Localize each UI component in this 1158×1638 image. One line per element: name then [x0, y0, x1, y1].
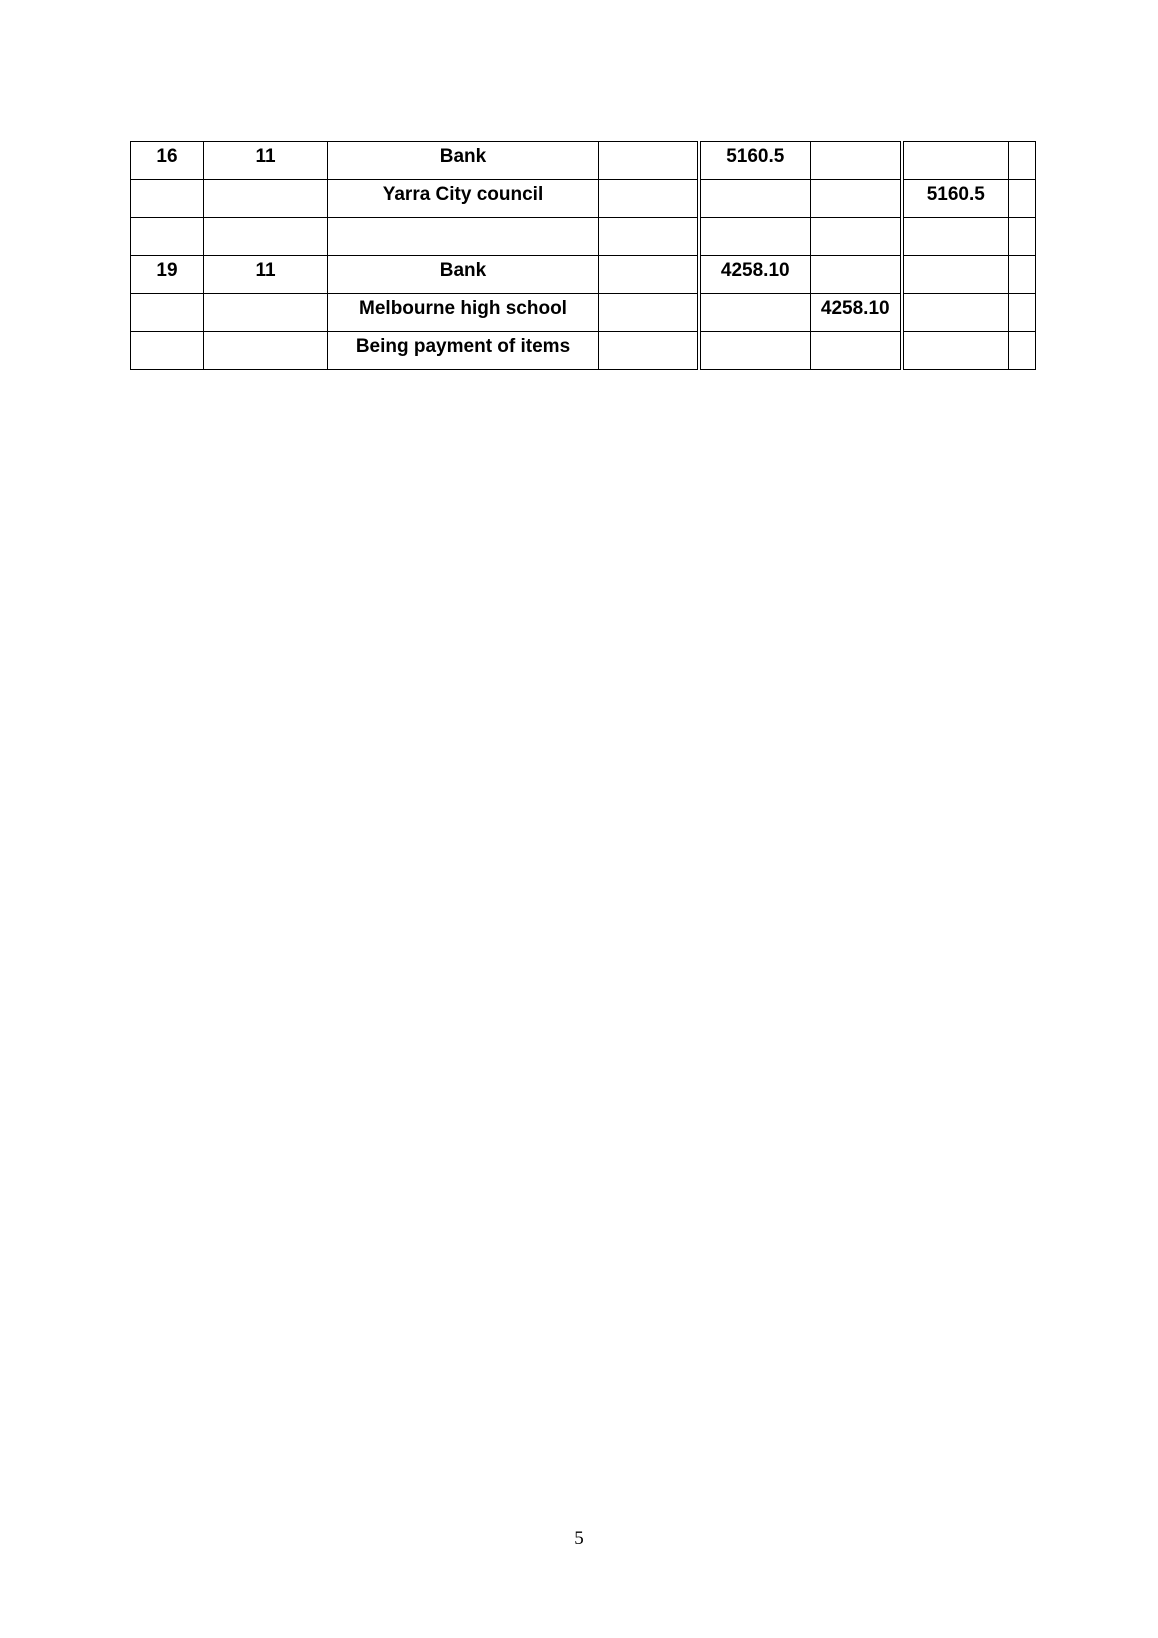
ref-cell	[599, 218, 699, 256]
particulars-cell: Bank	[328, 142, 599, 180]
date-month-cell	[204, 180, 328, 218]
table-row	[131, 218, 1036, 256]
date-day-cell	[131, 218, 204, 256]
amount-cell: 4258.10	[699, 256, 811, 294]
ref-cell	[599, 142, 699, 180]
date-day-cell	[131, 180, 204, 218]
extra-cell	[1009, 142, 1036, 180]
amount-cell	[902, 294, 1009, 332]
amount-cell	[902, 142, 1009, 180]
date-month-cell: 11	[204, 256, 328, 294]
table-row	[131, 256, 1036, 294]
particulars-cell	[328, 218, 599, 256]
ref-cell	[599, 180, 699, 218]
amount-cell	[902, 218, 1009, 256]
extra-cell	[1009, 332, 1036, 370]
ref-cell	[599, 256, 699, 294]
extra-cell	[1009, 218, 1036, 256]
particulars-cell: Melbourne high school	[328, 294, 599, 332]
amount-cell	[902, 332, 1009, 370]
amount-cell: 4258.10	[811, 294, 902, 332]
amount-cell	[699, 294, 811, 332]
amount-cell	[699, 180, 811, 218]
amount-cell	[811, 218, 902, 256]
amount-cell: 5160.5	[902, 180, 1009, 218]
page-number: 5	[574, 1528, 584, 1549]
extra-cell	[1009, 294, 1036, 332]
table-row	[131, 180, 1036, 218]
date-month-cell: 11	[204, 142, 328, 180]
particulars-cell: Bank	[328, 256, 599, 294]
amount-cell	[699, 332, 811, 370]
table-row	[131, 294, 1036, 332]
amount-cell	[811, 142, 902, 180]
extra-cell	[1009, 256, 1036, 294]
date-day-cell	[131, 332, 204, 370]
amount-cell	[699, 218, 811, 256]
date-month-cell	[204, 218, 328, 256]
date-day-cell: 19	[131, 256, 204, 294]
table-row	[131, 142, 1036, 180]
amount-cell	[811, 180, 902, 218]
date-day-cell: 16	[131, 142, 204, 180]
amount-cell: 5160.5	[699, 142, 811, 180]
amount-cell	[811, 332, 902, 370]
particulars-cell: Yarra City council	[328, 180, 599, 218]
date-day-cell	[131, 294, 204, 332]
extra-cell	[1009, 180, 1036, 218]
date-month-cell	[204, 294, 328, 332]
particulars-cell: Being payment of items	[328, 332, 599, 370]
journal-table	[130, 141, 1036, 370]
ref-cell	[599, 294, 699, 332]
amount-cell	[811, 256, 902, 294]
date-month-cell	[204, 332, 328, 370]
table-row	[131, 332, 1036, 370]
ref-cell	[599, 332, 699, 370]
amount-cell	[902, 256, 1009, 294]
